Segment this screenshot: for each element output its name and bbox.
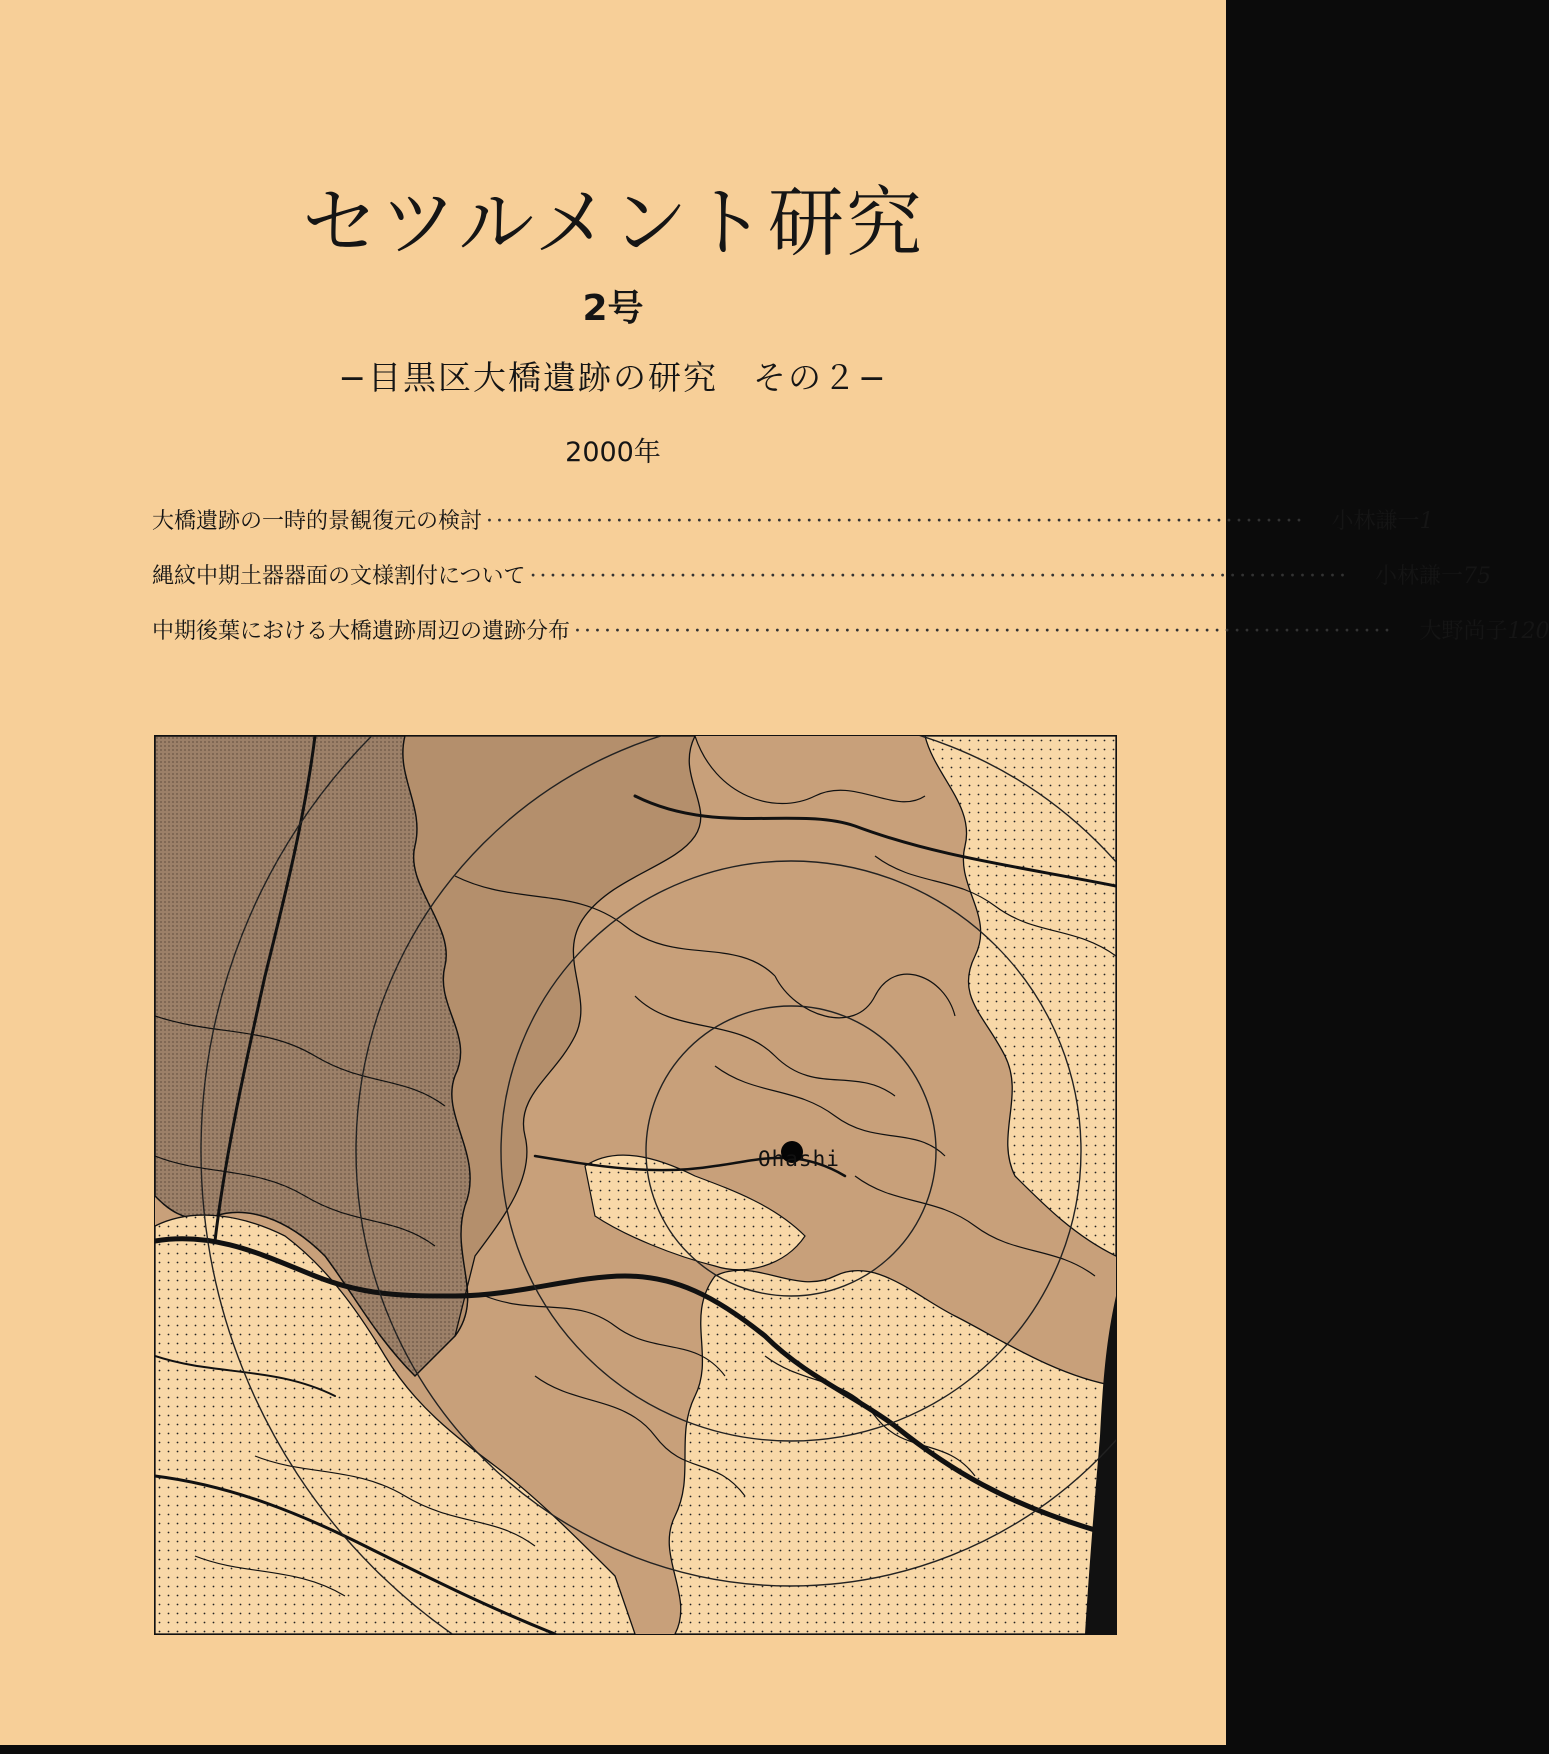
issue-subtitle: −目黒区大橋遺跡の研究 その２− xyxy=(338,358,888,397)
toc-entry-title: 縄紋中期土器器面の文様割付について xyxy=(152,564,526,589)
toc-entry-page: 1 xyxy=(1419,509,1434,534)
table-of-contents xyxy=(152,504,1549,669)
publication-year: 2000年 xyxy=(565,437,661,468)
toc-entry-author: 大野尚子 xyxy=(1419,619,1508,644)
toc-entry-page: 120 xyxy=(1507,619,1549,644)
toc-entry xyxy=(152,504,1434,559)
toc-leader-dots: ·················································································· xyxy=(574,619,1394,644)
issue-number: 2号 xyxy=(582,288,644,329)
toc-entry xyxy=(152,614,1549,669)
toc-entry xyxy=(152,559,1492,614)
site-distribution-map xyxy=(154,735,1117,1635)
map-illustration xyxy=(155,736,1116,1634)
toc-leader-dots: ·················································································· xyxy=(486,509,1306,534)
toc-entry-title: 中期後葉における大橋遺跡周辺の遺跡分布 xyxy=(152,619,571,644)
toc-entry-title: 大橋遺跡の一時的景観復元の検討 xyxy=(152,509,483,534)
toc-leader-dots: ·················································································· xyxy=(529,564,1350,589)
toc-entry-author: 小林謙一 xyxy=(1331,509,1420,534)
journal-title: セツルメント研究 xyxy=(302,178,924,267)
toc-entry-page: 75 xyxy=(1463,564,1492,589)
toc-entry-author: 小林謙一 xyxy=(1375,564,1464,589)
site-label: Ohashi xyxy=(758,1147,840,1171)
